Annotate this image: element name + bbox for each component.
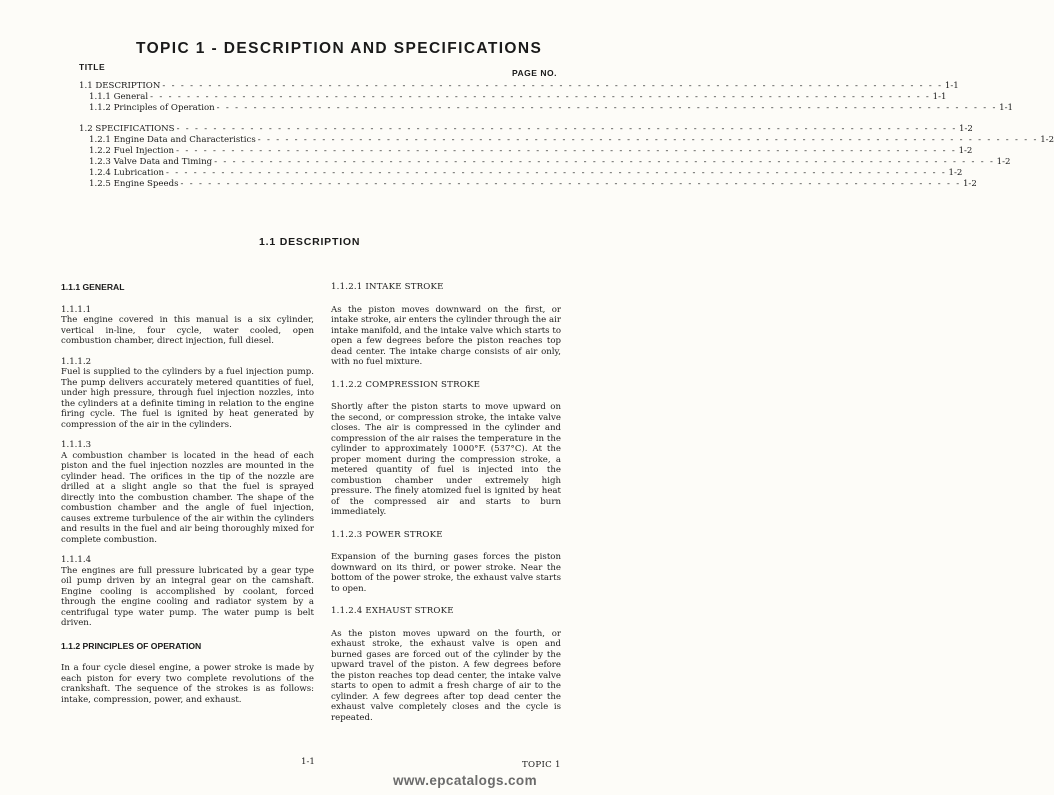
toc-entry-page: 1-1 xyxy=(999,103,1013,113)
right-column xyxy=(331,282,561,723)
toc-title-column-label: TITLE xyxy=(79,62,106,72)
section-heading: 1.1 DESCRIPTION xyxy=(259,236,361,248)
toc-entry xyxy=(79,179,977,190)
toc-entry-label: 1.2.2 Fuel Injection xyxy=(89,146,175,156)
paragraph-text: The engines are full pressure lubricated by a gear type oil pump driven by an integral gear on the camshaft. Engine cooling is accomplished by coolant, forced through the engine cooling and radiator system by a centrifugal type water pump. The water pump is belt driven. xyxy=(61,565,314,628)
stroke-heading: 1.1.2.2 COMPRESSION STROKE xyxy=(331,379,481,390)
paragraph-number: 1.1.1.2 xyxy=(61,356,92,367)
toc-leader: - - - - - - - - - - - - - - - - - - - - - - - - - - - - - - - - - - - - - - - - - - - - - - - - - - - - - - - - - - - - - - - - - - - - - - - - - - - - - - - - - - - - - xyxy=(257,135,1039,145)
paragraph-text: Fuel is supplied to the cylinders by a fuel injection pump. The pump delivers accurately metered quantities of fuel, under high pressure, through fuel injection nozzles, into the cylinders at a definite timing in relation to the engine firing cycle. The fuel is ignited by heat generated by compression of the air in the cylinders. xyxy=(61,367,314,430)
toc-entry xyxy=(79,92,947,103)
toc-page-column-label: PAGE NO. xyxy=(512,68,557,78)
paragraph-text: A combustion chamber is located in the head of each piston and the fuel injection nozzles are mounted in the cylinder head. The orifices in the tip of the nozzle are drilled at a slight angle so that the fuel is sprayed directly into the combustion chamber. The shape of the combustion chamber and the angle of fuel injection, causes extreme turbulence of the air within the cylinders and results in the fuel and air being thoroughly mixed for complete combustion. xyxy=(61,450,314,545)
toc-group-specifications xyxy=(79,124,1054,190)
toc-leader: - - - - - - - - - - - - - - - - - - - - - - - - - - - - - - - - - - - - - - - - - - - - - - - - - - - - - - - - - - - - - - - - - - - - - - - - - - - - - - - - - - - - - xyxy=(162,81,943,91)
toc-leader: - - - - - - - - - - - - - - - - - - - - - - - - - - - - - - - - - - - - - - - - - - - - - - - - - - - - - - - - - - - - - - - - - - - - - - - - - - - - - - - - - - - - - xyxy=(176,146,957,156)
toc-entry-label: 1.2.1 Engine Data and Characteristics xyxy=(89,135,256,145)
stroke-text: As the piston moves upward on the fourth, or exhaust stroke, the exhaust valve is open and burned gases are forced out of the cylinder by the upward travel of the piston. A few degrees before the piston reaches top dead center, the intake valve starts to open to admit a fresh charge of air to the cylinder. A few degrees after top dead center the exhaust valve completely closes and the cycle is repeated. xyxy=(331,628,561,723)
toc-leader: - - - - - - - - - - - - - - - - - - - - - - - - - - - - - - - - - - - - - - - - - - - - - - - - - - - - - - - - - - - - - - - - - - - - - - - - - - - - - - - - - - - - - xyxy=(150,92,931,102)
footer-page-number: 1-1 xyxy=(301,757,315,767)
toc-entry-page: 1-1 xyxy=(944,81,959,91)
toc-group-description xyxy=(79,81,1013,114)
toc-entry-page: 1-1 xyxy=(932,92,947,102)
toc-entry-label: 1.2.5 Engine Speeds xyxy=(89,179,179,189)
watermark: www.epcatalogs.com xyxy=(393,773,537,788)
stroke-heading: 1.1.2.1 INTAKE STROKE xyxy=(331,282,444,292)
paragraph-number: 1.1.1.4 xyxy=(61,555,92,565)
toc-leader: - - - - - - - - - - - - - - - - - - - - - - - - - - - - - - - - - - - - - - - - - - - - - - - - - - - - - - - - - - - - - - - - - - - - - - - - - - - - - - - - - - - - - xyxy=(180,179,961,189)
toc-entry-page: 1-2 xyxy=(962,179,977,189)
stroke-text: Expansion of the burning gases forces the piston downward on its third, or power stroke. Near the bottom of the power stroke, the exhaust valve starts to open. xyxy=(331,552,561,594)
stroke-heading: 1.1.2.4 EXHAUST STROKE xyxy=(331,606,454,616)
paragraph-text: The engine covered in this manual is a six cylinder, vertical in-line, four cycle, water cooled, open combustion chamber, direct injection, full diesel. xyxy=(61,315,314,346)
toc-entry-label: 1.2.4 Lubrication xyxy=(89,168,165,178)
toc-leader: - - - - - - - - - - - - - - - - - - - - - - - - - - - - - - - - - - - - - - - - - - - - - - - - - - - - - - - - - - - - - - - - - - - - - - - - - - - - - - - - - - - - - xyxy=(214,157,995,167)
page-title: TOPIC 1 - DESCRIPTION AND SPECIFICATIONS xyxy=(136,40,543,57)
toc-entry-label: 1.2 SPECIFICATIONS xyxy=(79,124,175,134)
left-column xyxy=(61,282,314,705)
toc-entry xyxy=(79,157,1011,168)
principles-heading: 1.1.2 PRINCIPLES OF OPERATION xyxy=(61,640,202,651)
toc-entry-label: 1.1.1 General xyxy=(89,92,149,102)
stroke-text: Shortly after the piston starts to move upward on the second, or compression stroke, the intake valve closes. The air is compressed in the cylinder and compression of the air raises the temperature in the cylinder to approximately 1000°F. (537°C). At the proper moment during the compression stroke, a metered quantity of fuel is injected into the combustion chamber under extremely high pressure. The finely atomized fuel is ignited by heat of the compressed air and starts to burn immediately. xyxy=(331,402,561,517)
toc-entry xyxy=(79,103,1013,114)
stroke-text: As the piston moves downward on the first, or intake stroke, air enters the cylinder through the air intake manifold, and the intake valve which starts to open a few degrees before the piston reaches top dead center. The intake charge consists of air only, with no fuel mixture. xyxy=(331,304,561,367)
toc-entry-page: 1-2 xyxy=(959,124,973,134)
toc-leader: - - - - - - - - - - - - - - - - - - - - - - - - - - - - - - - - - - - - - - - - - - - - - - - - - - - - - - - - - - - - - - - - - - - - - - - - - - - - - - - - - - - - - xyxy=(176,124,958,134)
toc-entry xyxy=(79,168,963,179)
general-heading: 1.1.1 GENERAL xyxy=(61,282,125,292)
toc-leader: - - - - - - - - - - - - - - - - - - - - - - - - - - - - - - - - - - - - - - - - - - - - - - - - - - - - - - - - - - - - - - - - - - - - - - - - - - - - - - - - - - - - - xyxy=(216,103,998,113)
toc-entry-label: 1.1 DESCRIPTION xyxy=(79,81,161,91)
toc-leader: - - - - - - - - - - - - - - - - - - - - - - - - - - - - - - - - - - - - - - - - - - - - - - - - - - - - - - - - - - - - - - - - - - - - - - - - - - - - - - - - - - - - - xyxy=(166,168,947,178)
toc-entry xyxy=(79,135,1054,146)
principles-text: In a four cycle diesel engine, a power stroke is made by each piston for every two complete revolutions of the crankshaft. The sequence of the strokes is as follows: intake, compression, power, and exhaust. xyxy=(61,663,314,705)
toc-entry-page: 1-2 xyxy=(958,146,973,156)
toc-entry-page: 1-2 xyxy=(1040,135,1054,145)
toc-entry xyxy=(79,146,973,157)
stroke-heading: 1.1.2.3 POWER STROKE xyxy=(331,529,443,540)
toc-entry-page: 1-2 xyxy=(996,157,1011,167)
toc-entry-label: 1.1.2 Principles of Operation xyxy=(89,103,215,113)
paragraph-number: 1.1.1.1 xyxy=(61,304,92,315)
toc-entry-page: 1-2 xyxy=(948,168,963,178)
toc-entry xyxy=(79,81,959,92)
footer-topic-label: TOPIC 1 xyxy=(522,760,561,770)
paragraph-number: 1.1.1.3 xyxy=(61,440,92,450)
toc-entry-label: 1.2.3 Valve Data and Timing xyxy=(89,157,213,167)
toc-entry xyxy=(79,124,973,135)
